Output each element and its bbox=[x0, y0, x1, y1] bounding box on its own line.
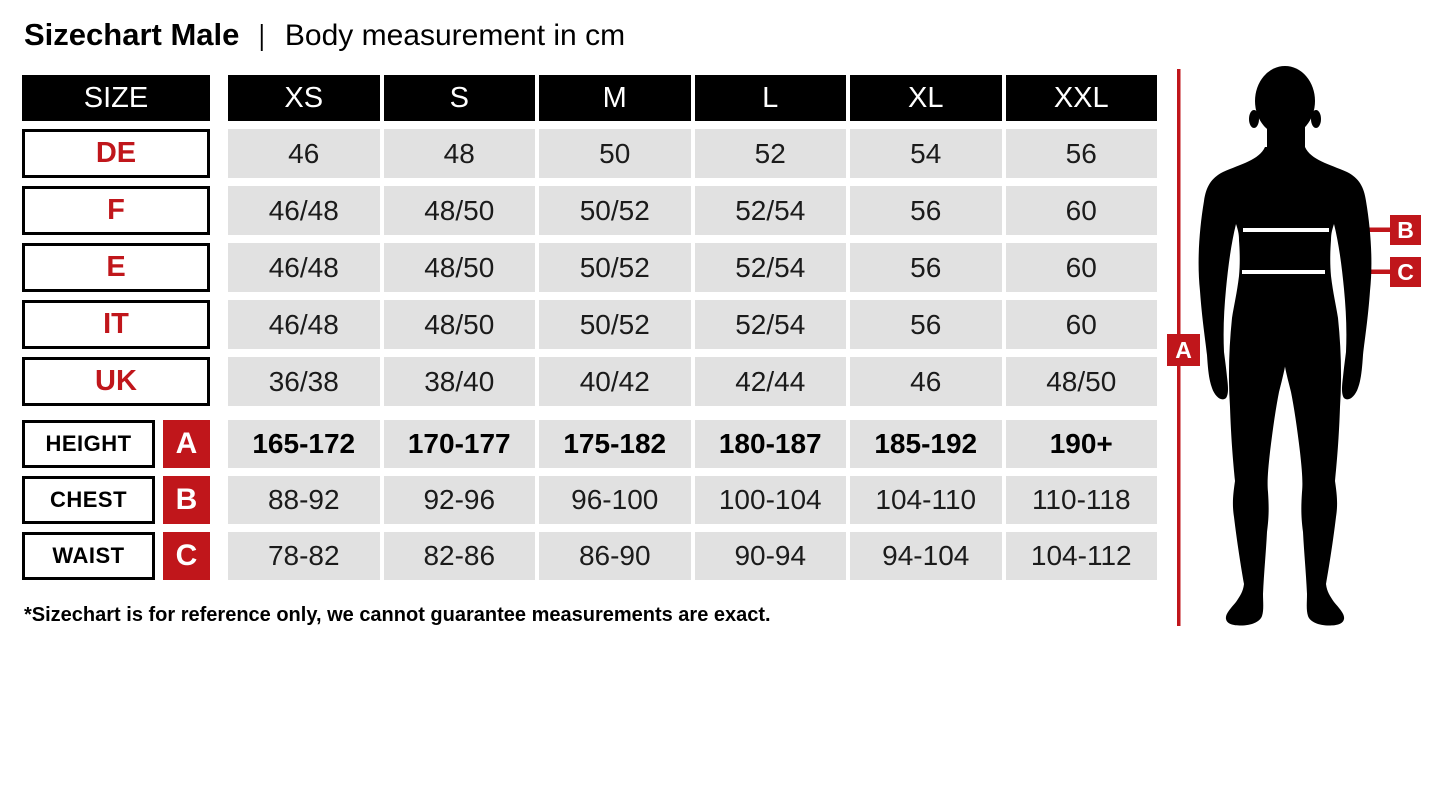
measurement-letter-badge: C bbox=[163, 532, 210, 580]
size-cell: 46 bbox=[228, 129, 380, 178]
measurement-cell: 82-86 bbox=[384, 532, 536, 580]
figure-label-height: A bbox=[1175, 337, 1192, 363]
size-row bbox=[22, 243, 1157, 292]
size-cell: 42/44 bbox=[695, 357, 847, 406]
figure-label-waist: C bbox=[1397, 259, 1414, 285]
table-header-row bbox=[22, 75, 1157, 121]
figure-label-chest: B bbox=[1397, 217, 1414, 243]
measurement-cell: 100-104 bbox=[695, 476, 847, 524]
size-cell: 60 bbox=[1006, 243, 1158, 292]
male-silhouette bbox=[1199, 66, 1372, 626]
body-figure bbox=[1163, 63, 1441, 638]
measurement-cell: 86-90 bbox=[539, 532, 691, 580]
sizechart-table bbox=[22, 75, 1157, 588]
size-cell: 46/48 bbox=[228, 243, 380, 292]
measurement-label bbox=[22, 532, 210, 580]
measurement-row bbox=[22, 476, 1157, 524]
measurement-cell: 90-94 bbox=[695, 532, 847, 580]
measurement-name: HEIGHT bbox=[22, 420, 155, 468]
size-cell: 38/40 bbox=[384, 357, 536, 406]
size-cell: 56 bbox=[850, 243, 1002, 292]
size-cell: 46/48 bbox=[228, 300, 380, 349]
size-cell: 36/38 bbox=[228, 357, 380, 406]
size-cell: 56 bbox=[1006, 129, 1158, 178]
size-cell: 54 bbox=[850, 129, 1002, 178]
measurement-name: WAIST bbox=[22, 532, 155, 580]
header-cell: XXL bbox=[1006, 75, 1158, 121]
measurement-cell: 94-104 bbox=[850, 532, 1002, 580]
title-separator: | bbox=[259, 20, 266, 52]
size-cell: 46 bbox=[850, 357, 1002, 406]
page-title bbox=[24, 16, 625, 54]
size-header-cell: SIZE bbox=[22, 75, 210, 121]
header-cell: XL bbox=[850, 75, 1002, 121]
measurement-label bbox=[22, 476, 210, 524]
measurement-cell: 190+ bbox=[1006, 420, 1158, 468]
size-cell: 48/50 bbox=[384, 300, 536, 349]
size-cell: 50 bbox=[539, 129, 691, 178]
size-row-label: E bbox=[22, 243, 210, 292]
measurement-row bbox=[22, 420, 1157, 468]
measurement-cell: 180-187 bbox=[695, 420, 847, 468]
measurement-cell: 185-192 bbox=[850, 420, 1002, 468]
size-cell: 48/50 bbox=[1006, 357, 1158, 406]
size-row-label: UK bbox=[22, 357, 210, 406]
header-cell: M bbox=[539, 75, 691, 121]
waist-line bbox=[1242, 270, 1325, 274]
measurement-label bbox=[22, 420, 210, 468]
size-cell: 52/54 bbox=[695, 300, 847, 349]
size-cell: 48 bbox=[384, 129, 536, 178]
size-cell: 60 bbox=[1006, 186, 1158, 235]
size-cell: 52/54 bbox=[695, 243, 847, 292]
size-cell: 50/52 bbox=[539, 243, 691, 292]
measurement-cell: 165-172 bbox=[228, 420, 380, 468]
measurement-cell: 88-92 bbox=[228, 476, 380, 524]
measurement-row bbox=[22, 532, 1157, 580]
size-row-label: F bbox=[22, 186, 210, 235]
male-silhouette-figure bbox=[1163, 63, 1441, 638]
size-row bbox=[22, 357, 1157, 406]
size-row bbox=[22, 300, 1157, 349]
measurement-cell: 170-177 bbox=[384, 420, 536, 468]
size-cell: 60 bbox=[1006, 300, 1158, 349]
chest-line bbox=[1243, 228, 1329, 232]
size-cell: 50/52 bbox=[539, 300, 691, 349]
measurement-cell: 78-82 bbox=[228, 532, 380, 580]
measurement-cell: 104-112 bbox=[1006, 532, 1158, 580]
size-cell: 40/42 bbox=[539, 357, 691, 406]
measurement-cell: 96-100 bbox=[539, 476, 691, 524]
measurement-letter-badge: A bbox=[163, 420, 210, 468]
size-cell: 48/50 bbox=[384, 186, 536, 235]
size-cell: 56 bbox=[850, 300, 1002, 349]
measurement-cell: 104-110 bbox=[850, 476, 1002, 524]
size-cell: 48/50 bbox=[384, 243, 536, 292]
size-cell: 52/54 bbox=[695, 186, 847, 235]
footnote: *Sizechart is for reference only, we cannot guarantee measurements are exact. bbox=[24, 604, 771, 626]
size-row-label: IT bbox=[22, 300, 210, 349]
header-cell: L bbox=[695, 75, 847, 121]
size-row bbox=[22, 129, 1157, 178]
title-subtitle: Body measurement in cm bbox=[284, 19, 626, 52]
measurement-cell: 110-118 bbox=[1006, 476, 1158, 524]
header-cell: S bbox=[384, 75, 536, 121]
size-cell: 46/48 bbox=[228, 186, 380, 235]
size-row bbox=[22, 186, 1157, 235]
measurement-cell: 175-182 bbox=[539, 420, 691, 468]
size-cell: 52 bbox=[695, 129, 847, 178]
measurement-letter-badge: B bbox=[163, 476, 210, 524]
size-cell: 56 bbox=[850, 186, 1002, 235]
measurement-cell: 92-96 bbox=[384, 476, 536, 524]
header-cell: XS bbox=[228, 75, 380, 121]
size-row-label: DE bbox=[22, 129, 210, 178]
measurement-name: CHEST bbox=[22, 476, 155, 524]
size-cell: 50/52 bbox=[539, 186, 691, 235]
title-main: Sizechart Male bbox=[24, 17, 240, 52]
